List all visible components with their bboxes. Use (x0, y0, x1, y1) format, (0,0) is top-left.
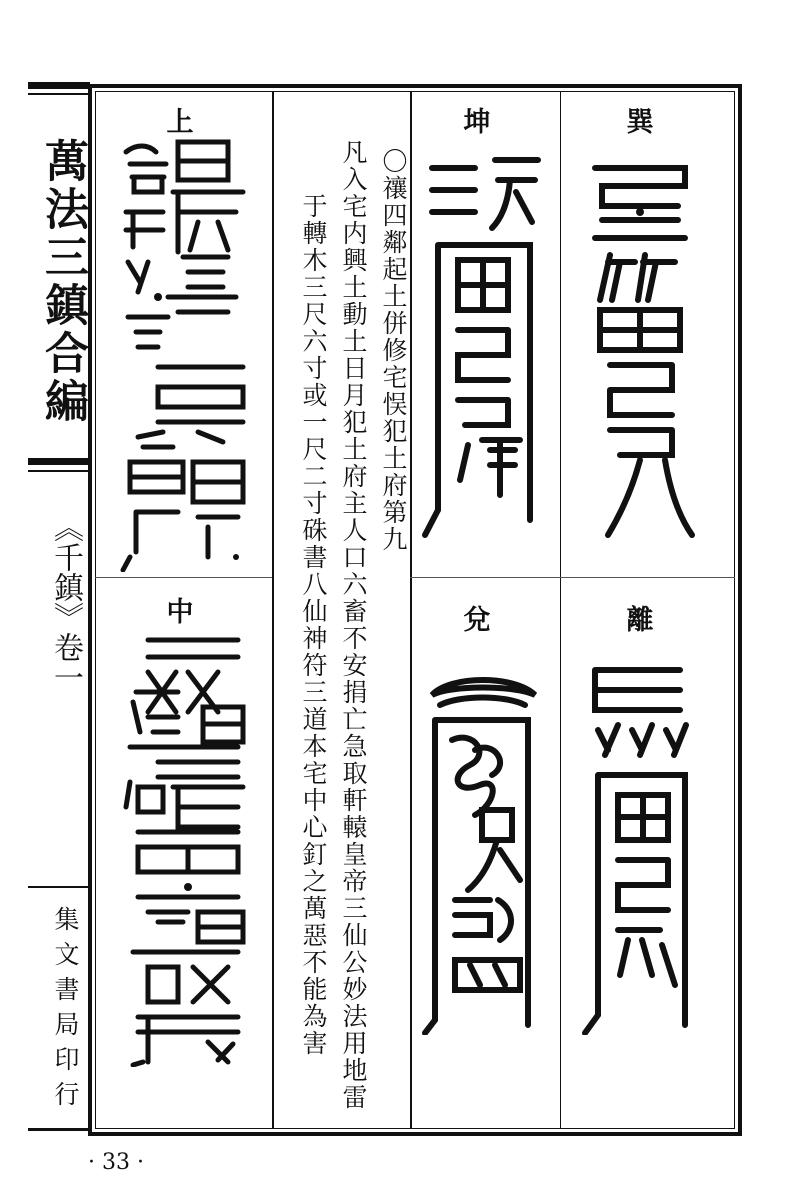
column-rule-text (410, 91, 412, 1129)
zhong-talisman-glyph (118, 632, 258, 1067)
talisman-label-li: 離 (626, 605, 654, 636)
li-talisman-glyph (580, 655, 700, 1035)
spine-divider (28, 886, 90, 888)
kun-talisman-glyph (420, 150, 545, 540)
column-rule-left (272, 91, 274, 1129)
talisman-label-dui: 兌 (463, 605, 491, 636)
series-title: 萬法三鎮合編 (37, 138, 88, 426)
spine-top-rule (28, 82, 90, 89)
spine-middle-rule-thin (28, 470, 90, 472)
spine-middle-rule (28, 458, 90, 465)
talisman-label-zhong: 中 (166, 597, 194, 628)
talisman-label-kun: 坤 (463, 107, 491, 138)
spine-bottom-rule (28, 1128, 90, 1131)
xun-talisman-glyph (580, 150, 700, 540)
spine-top-rule-thin (28, 93, 90, 95)
page-number: · 33 · (88, 1150, 144, 1175)
talisman-label-xun: 巽 (626, 107, 654, 138)
row-rule-right (410, 577, 735, 578)
shang-talisman-glyph (118, 132, 258, 572)
volume-label: 《千鎮》卷一 (48, 512, 83, 692)
text-column-2: 凡入宅内興土動土日月犯土府主人口六畜不安捐亡急取軒轅皇帝三仙公妙法用地雷 (339, 139, 368, 1111)
column-rule-right (560, 91, 561, 1129)
row-rule-left (95, 577, 272, 578)
text-column-3: 于轉木三尺六寸或一尺二寸硃書八仙神符三道本宅中心釘之萬惡不能為害 (299, 193, 328, 1057)
text-column-1: 〇禳四鄰起土併修宅悮犯土府第九 (379, 147, 408, 553)
publisher-imprint: 集文書局印行 (51, 906, 80, 1116)
talisman-label-shang: 上 (166, 107, 194, 138)
dui-talisman-glyph (420, 665, 545, 1035)
